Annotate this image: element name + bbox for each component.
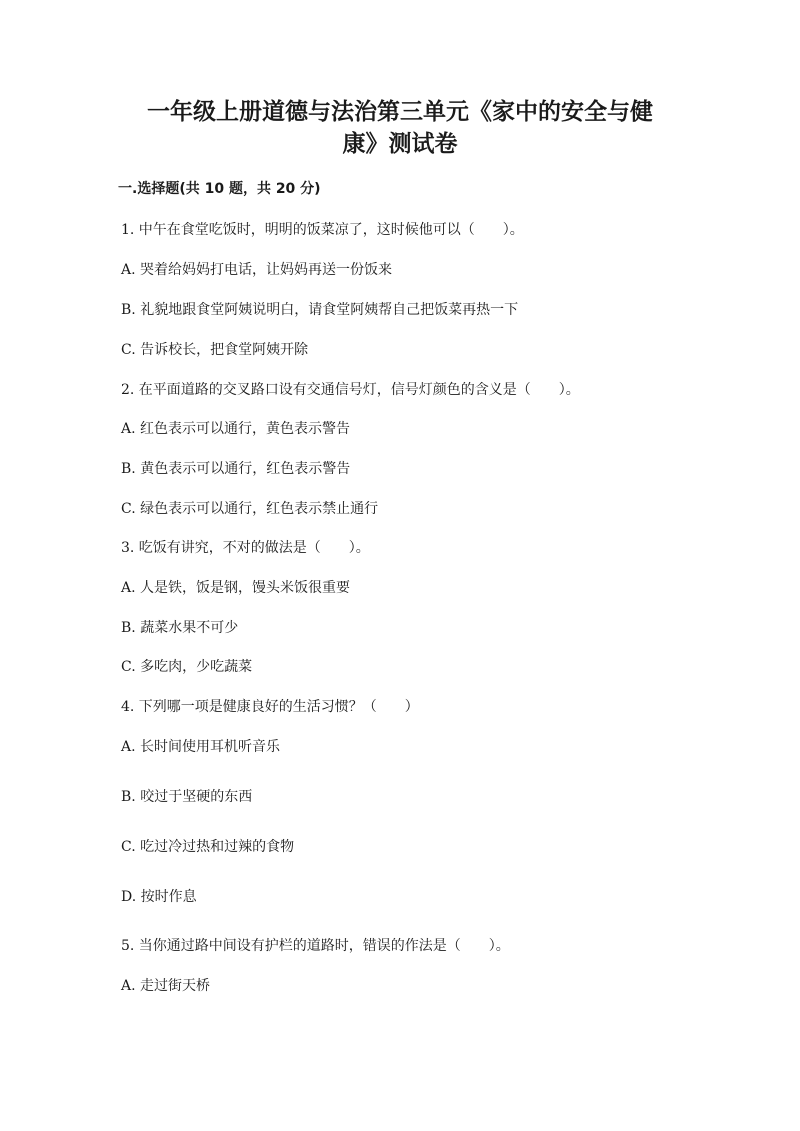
document-title-line1: 一年级上册道德与法治第三单元《家中的安全与健 xyxy=(147,99,653,125)
question-5-option-a: A. 走过街天桥 xyxy=(121,978,211,994)
question-2-stem: 2. 在平面道路的交叉路口设有交通信号灯，信号灯颜色的含义是（ ）。 xyxy=(121,382,580,398)
question-2-option-c: C. 绿色表示可以通行，红色表示禁止通行 xyxy=(121,501,379,517)
question-3-option-c: C. 多吃肉，少吃蔬菜 xyxy=(121,659,253,675)
question-4-stem: 4. 下列哪一项是健康良好的生活习惯？（ ） xyxy=(121,699,419,715)
document-title-line2: 康》测试卷 xyxy=(342,131,458,157)
question-4-option-b: B. 咬过于坚硬的东西 xyxy=(121,789,253,805)
question-4-option-a: A. 长时间使用耳机听音乐 xyxy=(121,739,281,755)
question-5-stem: 5. 当你通过路中间设有护栏的道路时，错误的作法是（ ）。 xyxy=(121,938,510,954)
question-2-option-a: A. 红色表示可以通行，黄色表示警告 xyxy=(121,421,351,437)
question-1-option-b: B. 礼貌地跟食堂阿姨说明白，请食堂阿姨帮自己把饭菜再热一下 xyxy=(121,302,519,318)
section-heading: 一.选择题(共 10 题，共 20 分) xyxy=(118,181,321,197)
question-3-stem: 3. 吃饭有讲究，不对的做法是（ ）。 xyxy=(121,540,370,556)
question-4-option-d: D. 按时作息 xyxy=(121,889,197,905)
question-1-stem: 1. 中午在食堂吃饭时，明明的饭菜凉了，这时候他可以（ ）。 xyxy=(121,222,524,238)
question-2-option-b: B. 黄色表示可以通行，红色表示警告 xyxy=(121,461,351,477)
question-1-option-c: C. 告诉校长，把食堂阿姨开除 xyxy=(121,342,309,358)
question-3-option-a: A. 人是铁，饭是钢，馒头米饭很重要 xyxy=(121,580,351,596)
question-3-option-b: B. 蔬菜水果不可少 xyxy=(121,620,239,636)
question-4-option-c: C. 吃过冷过热和过辣的食物 xyxy=(121,839,295,855)
question-1-option-a: A. 哭着给妈妈打电话，让妈妈再送一份饭来 xyxy=(121,262,393,278)
